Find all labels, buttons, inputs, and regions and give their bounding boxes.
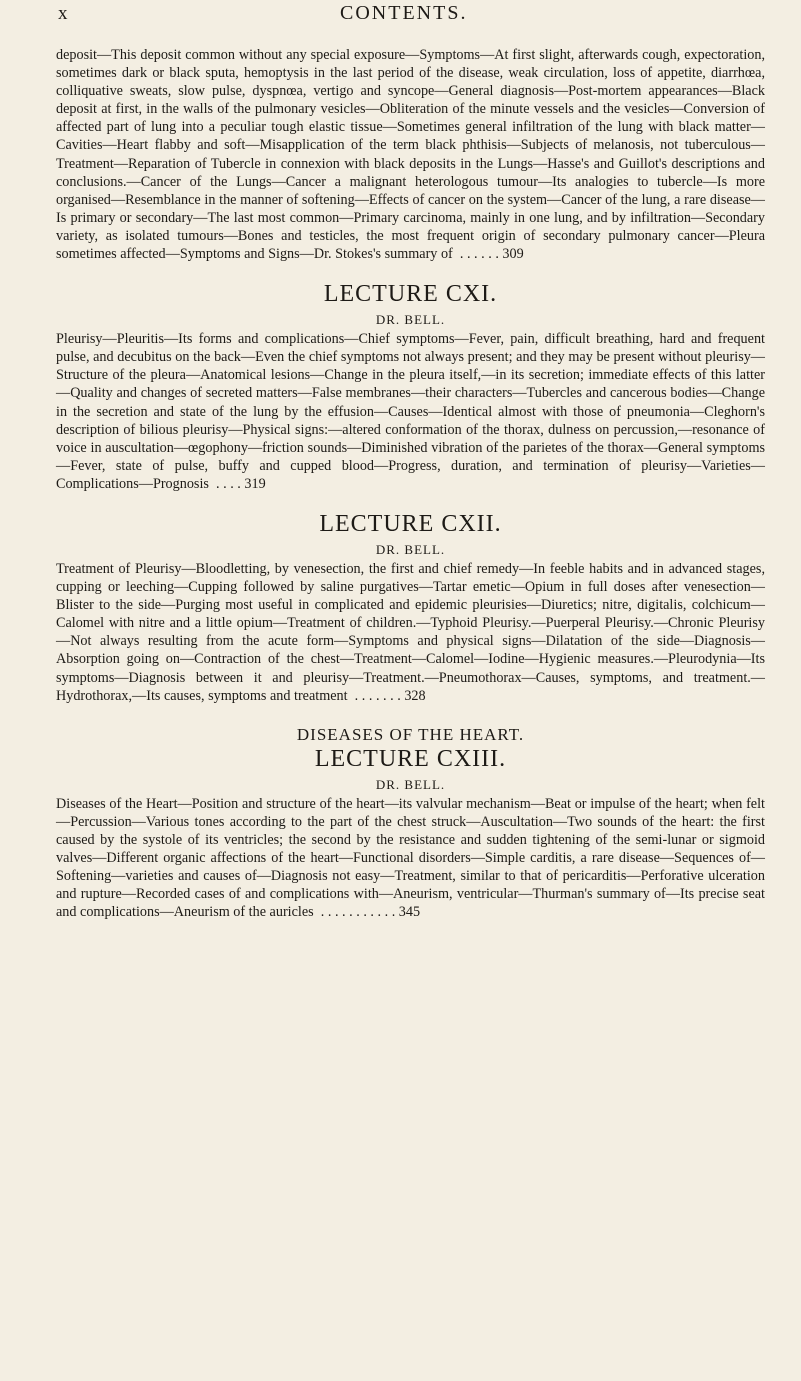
contents-entry [56, 560, 765, 705]
lecture-title: LECTURE CXII. [319, 510, 502, 537]
running-head [56, 0, 765, 46]
lecturer-name: DR. BELL. [375, 312, 446, 328]
lecturer-name: DR. BELL. [375, 541, 446, 557]
contents-entry [56, 795, 765, 922]
entry-text: Pleurisy—Pleuritis—Its forms and complications—Chief symptoms—Fever, pain, difficult breathing, hard and frequent pulse, and decubitus on the back—Even the chief symptoms not always present; and they may be present without pleurisy—Structure of the pleura—Anatomical lesions—Change in the pleura itself,—in its secretion; immediate effects of this latter—Quality and changes of secreted matters—False membranes—their characters—Tubercles and cancerous bodies—Change in the secretion and state of the lung by the effusion—Causes—Identical almost with those of pneumonia—Cleghorn's description of bilious pleurisy—Physical signs:—altered conformation of the thorax, dulness on percussion,—resonance of voice in auscultation—œgophony—friction sounds—Diminished vibration of the parietes of the thorax—General symptoms—Fever, state of pulse, buffy and cupped blood—Progress, duration, and termination of pleurisy—Varieties—Complications—Prognosis [56, 331, 765, 492]
entry-text: Treatment of Pleurisy—Bloodletting, by venesection, the first and chief remedy—In feeble habits and in advanced stages, cupping or leeching—Cupping followed by saline purgatives—Tartar emetic—Opium in full doses after venesection—Blister to the side—Purging most useful in complicated and epidemic pleurisies—Diuretics; nitre, digitalis, colchicum—Calomel with nitre and a little opium—Treatment of children.—Typhoid Pleurisy.—Puerperal Pleurisy.—Chronic Pleurisy—Not always resulting from the acute form—Symptoms and physical signs—Dilatation of the side—Diagnosis—Absorption going on—Contraction of the chest—Treatment—Calomel—Iodine—Hygienic measures.—Pleurodynia—Its symptoms—Diagnosis between it and pleurisy—Treatment.—Pneumothorax—Causes, symptoms, and treatment.—Hydrothorax,—Its causes, symptoms and treatment [56, 560, 765, 704]
running-title: CONTENTS. [340, 2, 468, 24]
dot-leaders: . . . . . . [459, 246, 499, 263]
page-number: x [58, 3, 68, 24]
dot-leaders: . . . . . . . [354, 687, 401, 704]
dot-leaders: . . . . . . . . . . . [320, 904, 396, 921]
entry-text: deposit—This deposit common without any special exposure—Symptoms—At first slight, afterwards cough, expectoration, sometimes dark or black sputa, hemoptysis in the last period of the disease, weak circulation, loss of appetite, diarrhœa, colliquative sweats, slow pulse, dyspnœa, vertigo and syncope—General diagnosis—Post-mortem appearances—Black deposit at first, in the walls of the pulmonary vesicles—Obliteration of the minute vessels and the vesicles—Conversion of affected part of lung into a peculiar tough elastic tissue—Sometimes general infiltration of the lung with black matter—Cavities—Heart flabby and soft—Misapplication of the term black phthisis—Subjects of melanosis, not tuberculous—Treatment—Reparation of Tubercle in connexion with black deposits in the Lungs—Hasse's and Guillot's descriptions and conclusions.—Cancer of the Lungs—Cancer a malignant heterologous tumour—Its analogies to tubercle—Is more organised—Resemblance in the manner of softening—Effects of cancer on the system—Cancer of the lung, a rare disease—Is primary or secondary—The last most common—Primary carcinoma, mainly in one lung, and by infiltration—Secondary variety, as isolated tumours—Bones and testicles, the most frequent origin of secondary pulmonary cancer—Pleura sometimes affected—Symptoms and Signs—Dr. Stokes's summary of [56, 47, 765, 263]
contents-entry [56, 330, 765, 493]
entry-page-number: 328 [404, 687, 426, 704]
entry-page-number: 309 [502, 246, 524, 263]
lecturer-name: DR. BELL. [375, 776, 446, 792]
entry-page-number: 319 [244, 475, 266, 492]
entry-page-number: 345 [398, 904, 421, 921]
dot-leaders: . . . . [216, 475, 241, 492]
section-title: DISEASES OF THE HEART. [296, 724, 525, 744]
lecture-title: LECTURE CXIII. [314, 745, 507, 772]
contents-entry [56, 46, 765, 263]
entry-text: Diseases of the Heart—Position and structure of the heart—its valvular mechanism—Beat or impulse of the heart; when felt—Percussion—Various tones according to the part of the chest struck—Auscultation—Two sounds of the heart: the first caused by the systole of its ventricles; the second by the resistance and sudden tightening of the semi-lunar or sigmoid valves—Different organic affections of the heart—Functional disorders—Simple carditis, a rare disease—Sequences of—Softening—varieties and causes of—Diagnosis not easy—Treatment, similar to that of pericarditis—Perforative ulceration and rupture—Recorded cases of and complications with—Aneurism, ventricular—Thurman's summary of—Its precise seat and complications—Aneurism of the auricles [56, 795, 765, 921]
lecture-title: LECTURE CXI. [323, 281, 498, 308]
